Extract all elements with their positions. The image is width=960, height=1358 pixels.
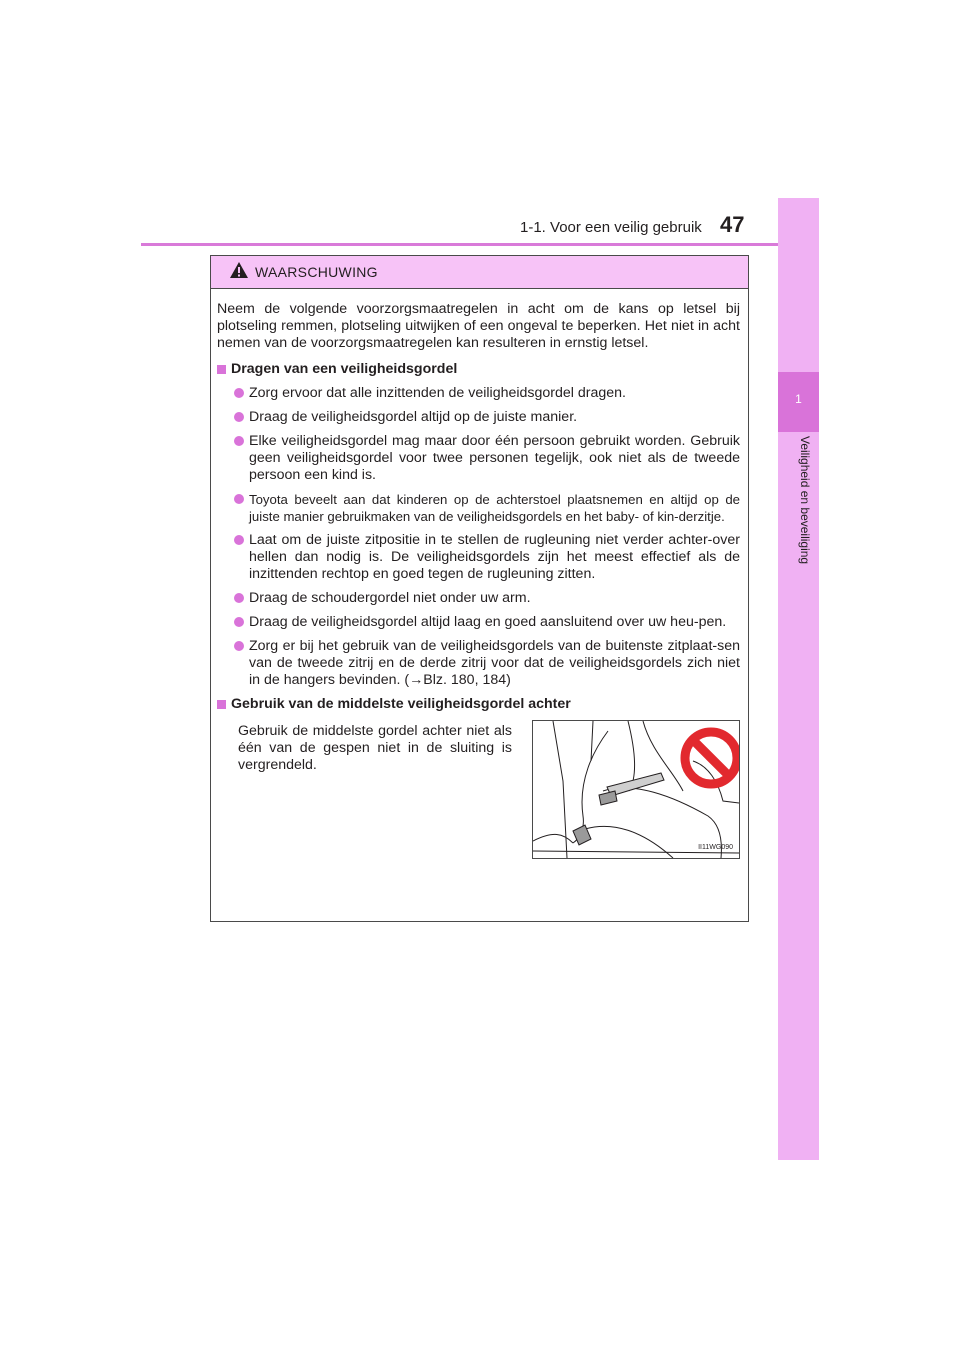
list-item: [217, 532, 740, 583]
header-rule: [141, 243, 819, 246]
seated-passenger-image: [533, 721, 739, 858]
side-tab: [778, 198, 819, 1160]
list-item-text: Draag de veiligheidsgordel altijd op de juiste manier.: [249, 409, 578, 425]
section-heading: [217, 361, 740, 378]
warning-title: WAARSCHUWING: [255, 264, 378, 280]
list-item: [217, 385, 740, 402]
bullet-icon: [234, 412, 244, 422]
section-heading: [217, 696, 740, 713]
center-belt-row: [217, 720, 740, 859]
list-item: [217, 409, 740, 426]
bullet-icon: [234, 617, 244, 627]
list-item: [217, 614, 740, 631]
bullet-icon: [234, 593, 244, 603]
warning-box: [210, 255, 749, 922]
page-number: 47: [720, 212, 745, 237]
list-item-text: Draag de veiligheidsgordel altijd laag en goed aansluitend over uw heu-pen.: [249, 614, 727, 630]
list-item-text: Zorg er bij het gebruik van de veiligheidsgordels van de buitenste zitplaat-sen van de tweede zitrij en de derde zitrij voor dat de veiligheidsgordels zich niet in de hangers bevinden. (→Blz. 180, 184): [249, 638, 740, 688]
warning-body: [211, 289, 748, 859]
warning-intro: Neem de volgende voorzorgsmaatregelen in acht om de kans op letsel bij plotseling remmen, plotseling uitwijken of een ongeval te beperken. Het niet in acht nemen van de voorzorgsmaatregelen kan resulteren in ernstig letsel.: [217, 301, 740, 351]
list-item: [217, 638, 740, 689]
section-title: 1-1. Voor een veilig gebruik: [520, 219, 702, 236]
prohibition-icon: [685, 732, 737, 784]
warning-triangle-icon: [229, 261, 249, 279]
chapter-title: Veiligheid en beveiliging: [798, 436, 812, 565]
chapter-number: 1: [795, 392, 802, 406]
list-item-text: Toyota beveelt aan dat kinderen op de achterstoel plaatsnemen en altijd op de juiste manier gebruikmaken van de veiligheidsgordels en het baby- of kin-derzitje.: [249, 492, 740, 524]
section-heading-text: Gebruik van de middelste veiligheidsgordel achter: [231, 696, 571, 712]
list-item: [217, 433, 740, 484]
center-belt-text: Gebruik de middelste gordel achter niet als één van de gespen niet in de sluiting is vergrendeld.: [238, 723, 512, 773]
bullet-icon: [234, 641, 244, 651]
list-item-text: Laat om de juiste zitpositie in te stellen de rugleuning niet verder achter-over hellen dan nodig is. De veiligheidsgordels zijn het meest effectief als de inzittenden rechtop en goed tegen de rugleuning zitten.: [249, 532, 740, 582]
list-item: [217, 491, 740, 525]
square-bullet-icon: [217, 700, 226, 709]
list-item-text: Elke veiligheidsgordel mag maar door één persoon gebruikt worden. Gebruik geen veiligheidsgordel voor twee personen tegelijk, ook niet als de tweede persoon een kind is.: [249, 433, 740, 483]
bullet-icon: [234, 436, 244, 446]
list-item: [217, 590, 740, 607]
illustration-code: II11WG090: [698, 844, 733, 851]
square-bullet-icon: [217, 365, 226, 374]
section-heading-text: Dragen van een veiligheidsgordel: [231, 361, 458, 377]
bullet-icon: [234, 535, 244, 545]
list-item-text: Zorg ervoor dat alle inzittenden de veiligheidsgordel dragen.: [249, 385, 626, 401]
warning-header: [211, 256, 748, 289]
seatbelt-illustration: [532, 720, 740, 859]
bullet-icon: [234, 494, 244, 504]
list-item-text: Draag de schoudergordel niet onder uw arm.: [249, 590, 531, 606]
bullet-icon: [234, 388, 244, 398]
